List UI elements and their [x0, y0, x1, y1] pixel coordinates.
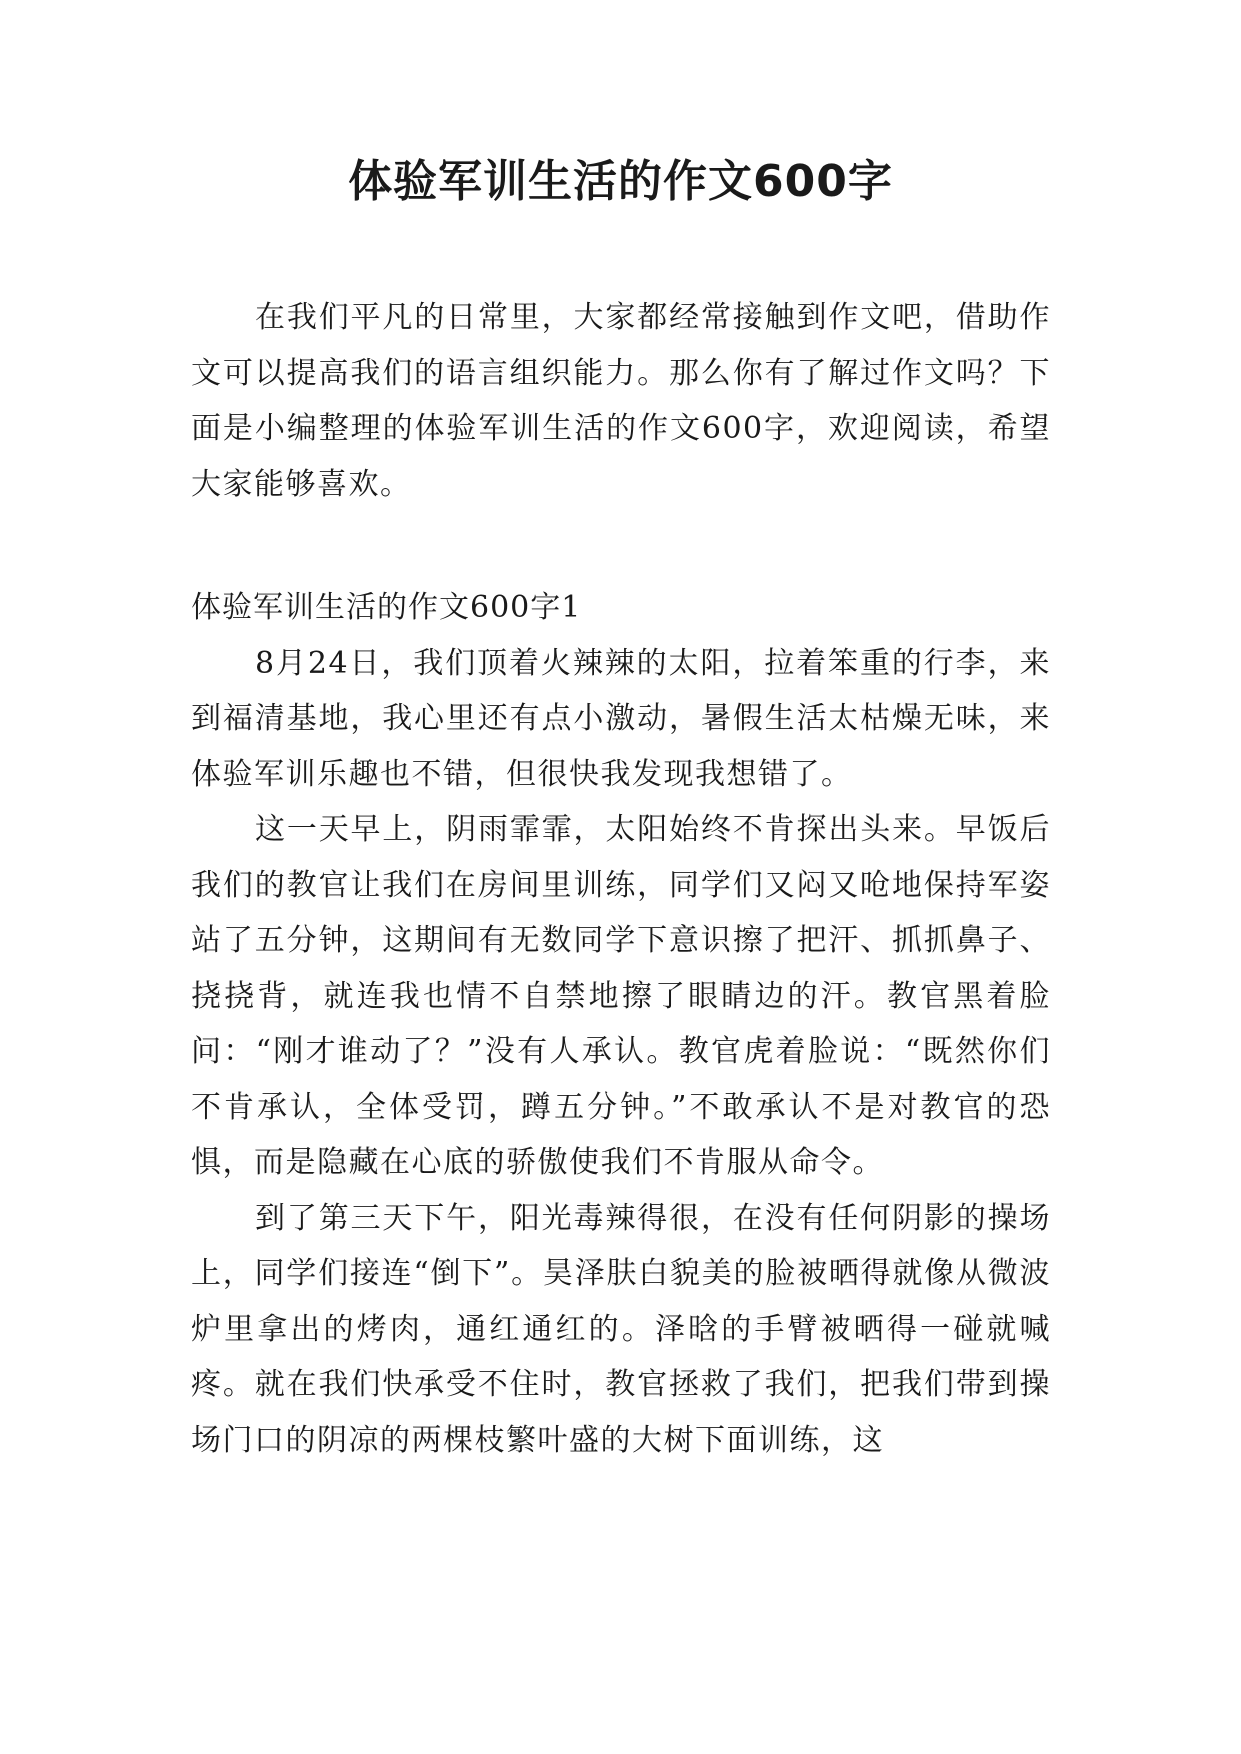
body-paragraph: 到了第三天下午，阳光毒辣得很，在没有任何阴影的操场上，同学们接连“倒下”。昊泽肤白貌美的脸被晒得就像从微波炉里拿出的烤肉，通红通红的。泽晗的手臂被晒得一碰就喊疼。就在我们快承受不住时，教官拯救了我们，把我们带到操场门口的阴凉的两棵枝繁叶盛的大树下面训练，这: [191, 1200, 1051, 1458]
intro-paragraph: 在我们平凡的日常里，大家都经常接触到作文吧，借助作文可以提高我们的语言组织能力。那么你有了解过作文吗？下面是小编整理的体验军训生活的作文600字，欢迎阅读，希望大家能够喜欢。: [191, 300, 1051, 502]
body-paragraph: 8月24日，我们顶着火辣辣的太阳，拉着笨重的行李，来到福清基地，我心里还有点小激动，暑假生活太枯燥无味，来体验军训乐趣也不错，但很快我发现我想错了。: [191, 645, 1051, 792]
essay-section: [191, 580, 1051, 1468]
section-heading: 体验军训生活的作文600字1: [191, 590, 582, 625]
document-title: 体验军训生活的作文600字: [348, 156, 893, 207]
body-paragraph: 这一天早上，阴雨霏霏，太阳始终不肯探出头来。早饭后我们的教官让我们在房间里训练，同学们又闷又呛地保持军姿站了五分钟，这期间有无数同学下意识擦了把汗、抓抓鼻子、挠挠背，就连我也情不自禁地擦了眼睛边的汗。教官黑着脸问：“刚才谁动了？”没有人承认。教官虎着脸说：“既然你们不肯承认，全体受罚，蹲五分钟。”不敢承认不是对教官的恐惧，而是隐藏在心底的骄傲使我们不肯服从命令。: [191, 812, 1051, 1180]
